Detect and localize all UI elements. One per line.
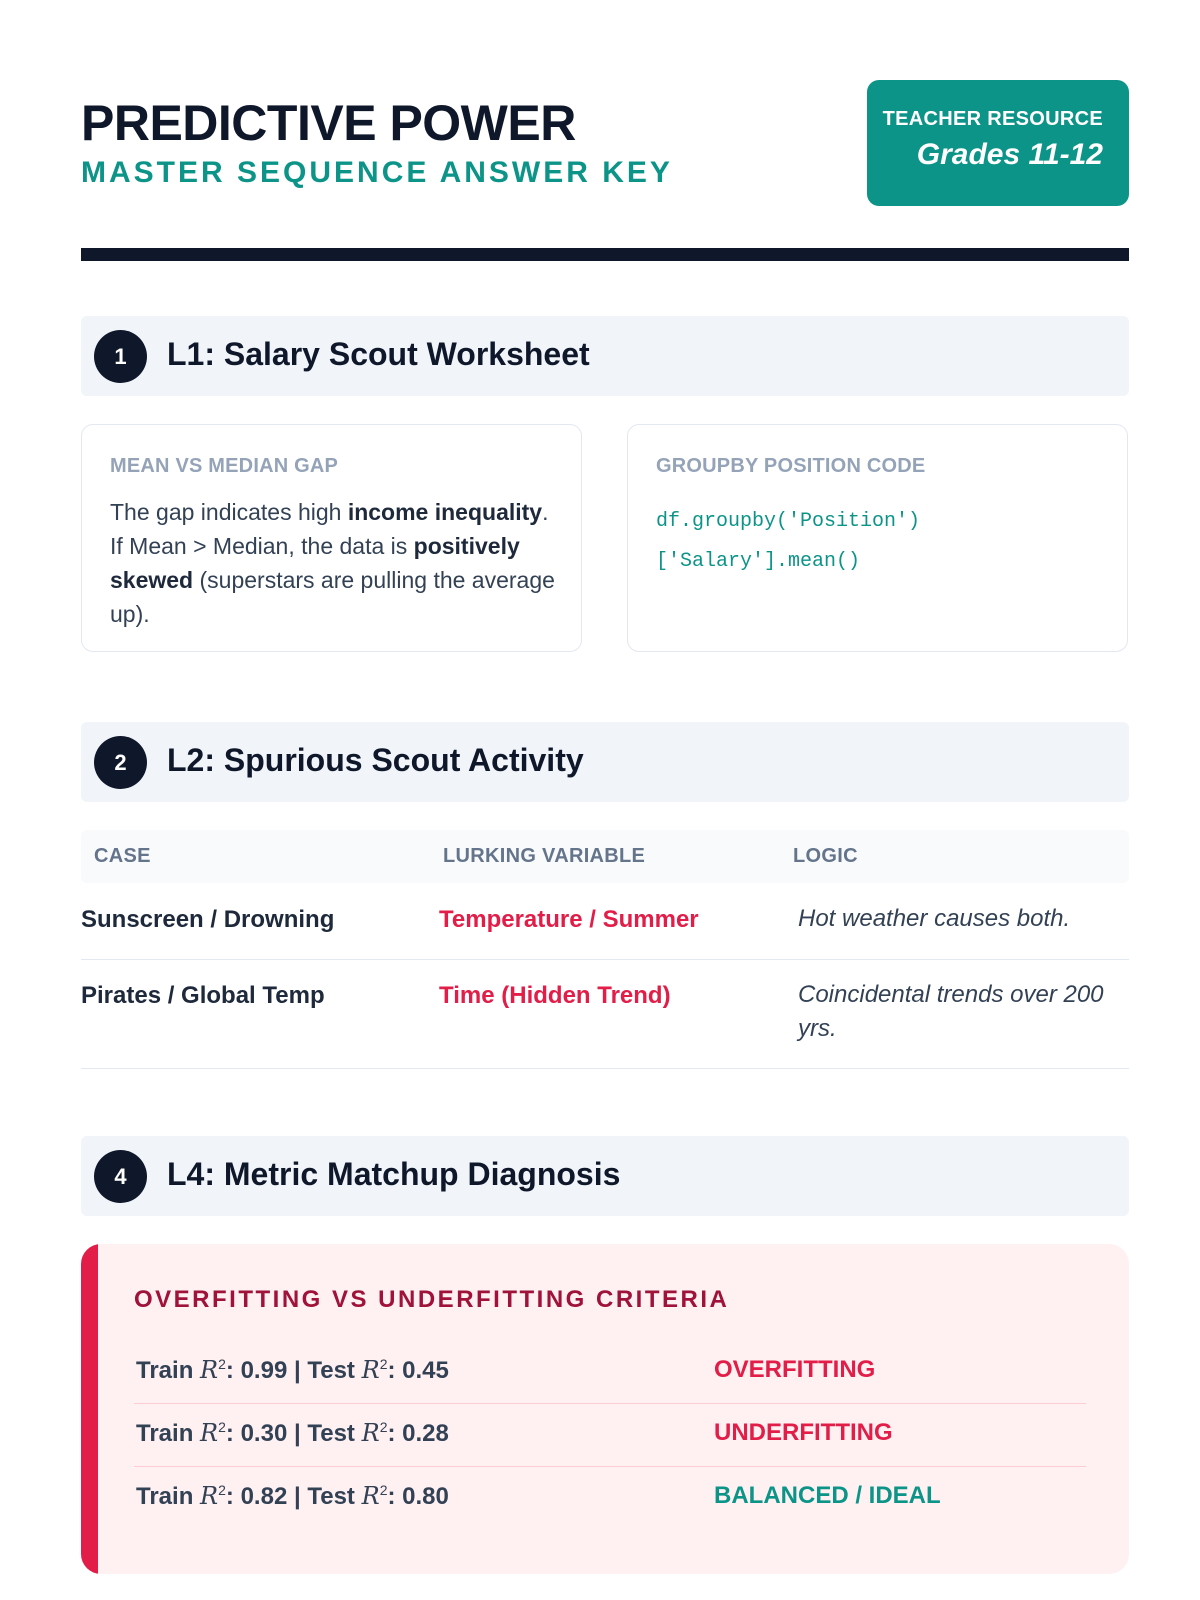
lurking-variable-cell: Temperature / Summer [439, 906, 699, 933]
exponent: 2 [218, 1356, 226, 1372]
lurking-variable-cell: Time (Hidden Trend) [439, 982, 671, 1009]
section-title: L4: Metric Matchup Diagnosis [167, 1156, 621, 1192]
header-divider [81, 248, 1129, 261]
train-label: Train [136, 1420, 194, 1447]
diagnosis-row [134, 1403, 1086, 1467]
emphasis-text: positively skewed [110, 533, 520, 593]
test-label: Test [307, 1483, 355, 1510]
r-squared-symbol: R [361, 1482, 380, 1510]
column-header-variable: LURKING VARIABLE [443, 845, 646, 867]
metric-text: Train $R^2$: 0.99 | Test $R^2$: 0.45 [136, 1356, 449, 1384]
mean-median-card [81, 424, 582, 652]
exponent: 2 [379, 1356, 388, 1372]
emphasis-text: income inequality [347, 499, 543, 525]
metric-text: Train $R^2$: 0.30 | Test $R^2$: 0.28 [136, 1419, 449, 1447]
section-header-l4 [81, 1136, 1129, 1216]
metric-text: Train $R^2$: 0.82 | Test $R^2$: 0.80 [136, 1482, 449, 1510]
section-header-l1 [81, 316, 1129, 396]
diagnosis-row [134, 1466, 1086, 1529]
section-number-badge: 2 [94, 736, 147, 789]
section-number-badge: 4 [94, 1150, 147, 1203]
train-value: 0.30 [240, 1420, 288, 1447]
alert-accent-bar [81, 1244, 98, 1574]
train-value: 0.99 [240, 1357, 288, 1384]
column-header-case: CASE [94, 845, 151, 867]
test-value: 0.80 [402, 1483, 449, 1510]
table-header-row [81, 830, 1129, 883]
exponent: 2 [379, 1482, 388, 1498]
r-squared-symbol: R [200, 1419, 219, 1447]
verdict-label: OVERFITTING [714, 1356, 876, 1383]
test-label: Test [307, 1420, 355, 1447]
verdict-label: UNDERFITTING [714, 1419, 893, 1446]
column-header-logic: LOGIC [793, 845, 858, 867]
document-header [81, 80, 1129, 208]
r-squared-symbol: R [200, 1482, 219, 1510]
code-line: df.groupby('Position') [656, 510, 921, 533]
document-title: PREDICTIVE POWER [81, 95, 576, 151]
section-title: L1: Salary Scout Worksheet [167, 336, 590, 372]
train-value: 0.82 [240, 1483, 288, 1510]
section-number-badge: 1 [94, 330, 147, 383]
section-title: L2: Spurious Scout Activity [167, 742, 584, 778]
logic-cell: Hot weather causes both. [798, 905, 1071, 932]
table-row [81, 960, 1129, 1069]
grade-badge [867, 80, 1129, 206]
logic-cell: Coincidental trends over 200 yrs. [798, 981, 1104, 1042]
r-squared-symbol: R [200, 1356, 219, 1384]
text-run: The gap indicates high [110, 499, 348, 525]
text-run: (superstars are pulling the average up). [110, 567, 555, 627]
test-label: Test [307, 1357, 355, 1384]
badge-label: TEACHER RESOURCE [882, 108, 1103, 130]
case-cell: Pirates / Global Temp [81, 982, 325, 1009]
exponent: 2 [218, 1419, 226, 1435]
section-header-l2 [81, 722, 1129, 802]
badge-grade: Grades 11-12 [916, 138, 1103, 171]
train-label: Train [136, 1483, 194, 1510]
r-squared-symbol: R [361, 1356, 380, 1384]
exponent: 2 [379, 1419, 388, 1435]
code-snippet [656, 502, 920, 582]
card-body-text [110, 495, 560, 631]
test-value: 0.28 [402, 1420, 449, 1447]
verdict-label: BALANCED / IDEAL [714, 1482, 941, 1509]
test-value: 0.45 [402, 1357, 449, 1384]
card-label: MEAN VS MEDIAN GAP [110, 455, 339, 477]
table-row [81, 883, 1129, 960]
case-cell: Sunscreen / Drowning [81, 906, 335, 933]
document-subtitle: MASTER SEQUENCE ANSWER KEY [81, 156, 673, 189]
diagnosis-title: OVERFITTING VS UNDERFITTING CRITERIA [134, 1286, 730, 1313]
groupby-code-card [627, 424, 1128, 652]
diagnosis-box [81, 1244, 1129, 1574]
exponent: 2 [218, 1482, 226, 1498]
text-run: . If Mean > Median, the data is [110, 499, 549, 559]
train-label: Train [136, 1357, 194, 1384]
r-squared-symbol: R [361, 1419, 380, 1447]
diagnosis-row [134, 1340, 1086, 1404]
card-label: GROUPBY POSITION CODE [656, 455, 926, 477]
code-line: ['Salary'].mean() [656, 550, 861, 573]
